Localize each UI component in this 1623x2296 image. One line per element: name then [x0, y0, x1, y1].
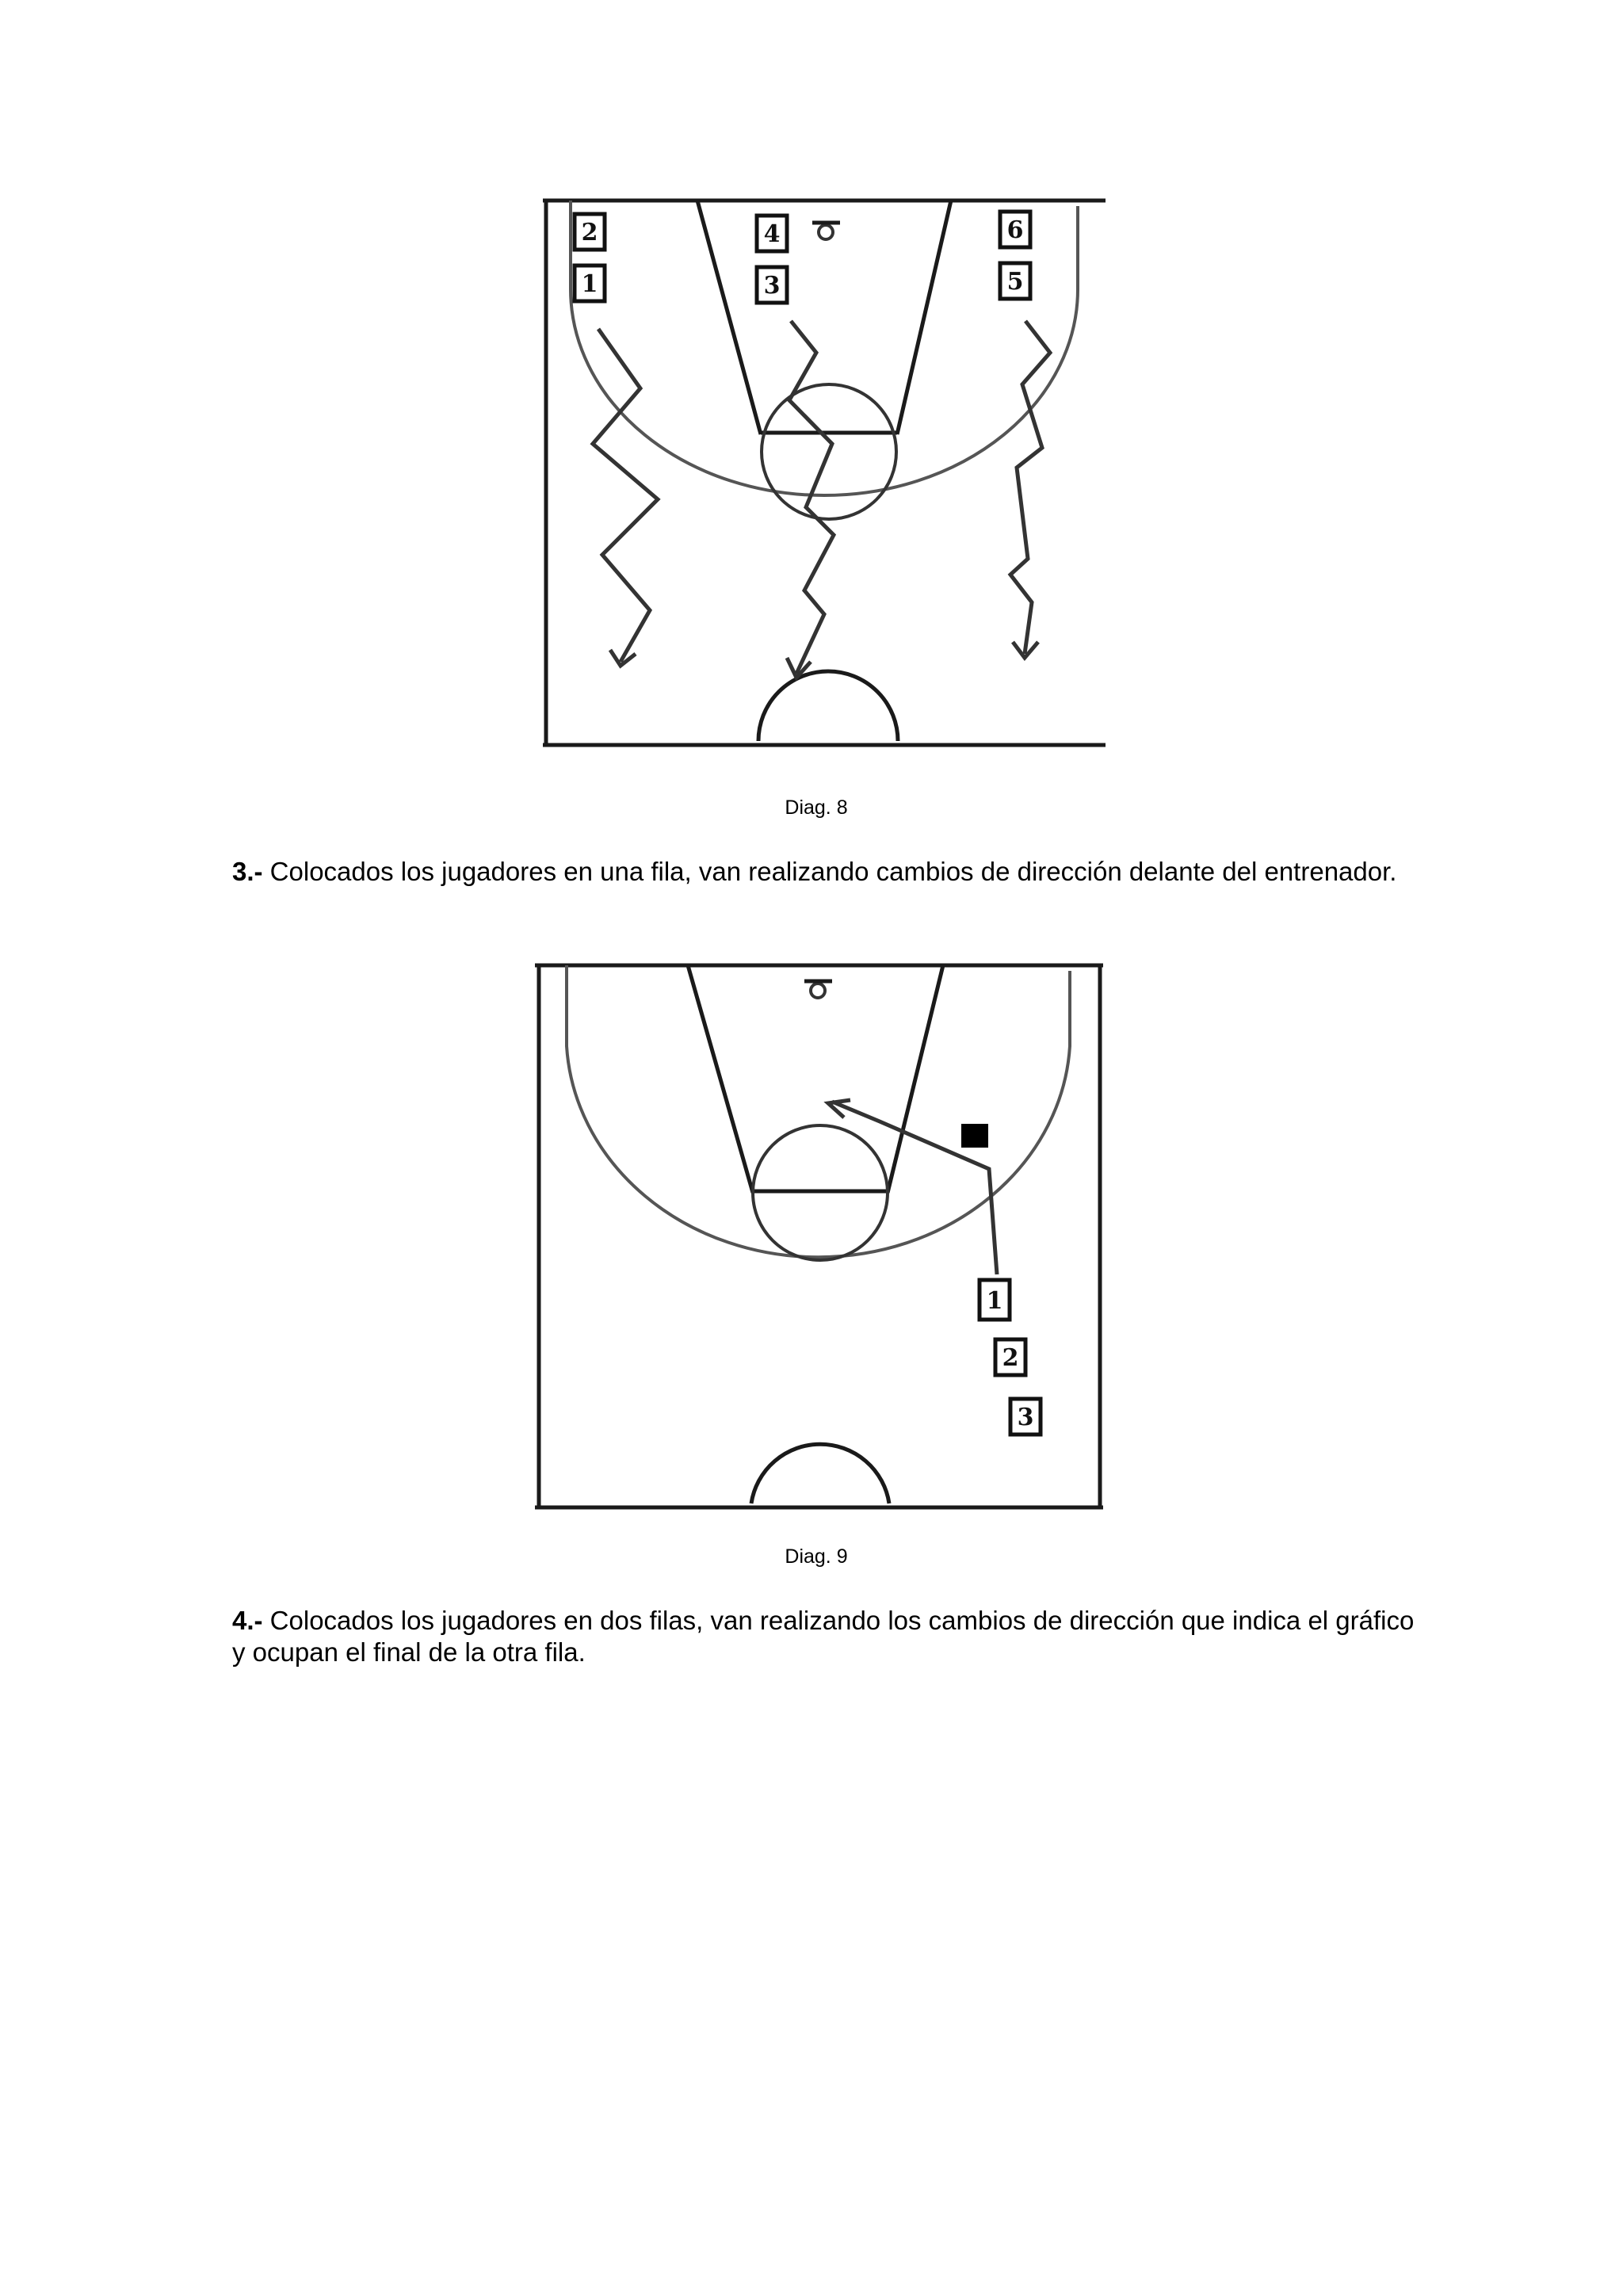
player-3 — [757, 267, 787, 303]
player-2 — [575, 214, 605, 250]
paragraph-3-number: 3.- — [232, 857, 263, 886]
svg-text:2: 2 — [581, 219, 598, 246]
paragraph-4-text: Colocados los jugadores en dos filas, van realizando los cambios de dirección que indica el gráfico y ocupan el final de la otra fila. — [232, 1606, 1415, 1667]
player-6 — [1000, 212, 1030, 247]
paragraph-3-text: Colocados los jugadores en una fila, van realizando cambios de dirección delante del entrenador. — [262, 857, 1397, 886]
basket — [819, 225, 833, 239]
caption-diag-8: Diag. 8 — [785, 797, 848, 819]
paragraph-4 — [232, 1605, 1421, 1668]
svg-text:5: 5 — [1006, 268, 1024, 296]
player-1 — [575, 266, 605, 301]
paragraph-4-number: 4.- — [232, 1606, 263, 1635]
svg-text:2: 2 — [1002, 1344, 1019, 1372]
svg-text:1: 1 — [581, 270, 598, 298]
key-left-line — [688, 965, 753, 1193]
key-right-line — [897, 201, 951, 434]
key-left-line — [697, 201, 761, 434]
center-circle — [758, 671, 898, 741]
svg-text:3: 3 — [763, 272, 781, 300]
path-player-1 — [593, 329, 658, 662]
diagram-9 — [531, 959, 1109, 1514]
svg-text:1: 1 — [986, 1287, 1003, 1315]
court-diagram-9 — [531, 959, 1109, 1514]
coach-marker — [961, 1124, 988, 1148]
player-3 — [1010, 1399, 1041, 1435]
key-right-line — [888, 965, 943, 1193]
court-diagram-8 — [539, 194, 1109, 749]
three-point-arc — [567, 965, 1070, 1257]
caption-diag-9: Diag. 9 — [785, 1545, 848, 1568]
path-player-3 — [789, 321, 834, 674]
svg-text:4: 4 — [763, 220, 781, 248]
basket — [811, 984, 825, 998]
diagram-8 — [539, 194, 1109, 749]
center-circle — [751, 1444, 889, 1503]
player-1 — [980, 1280, 1010, 1320]
player-5 — [1000, 263, 1030, 299]
player-2 — [995, 1339, 1025, 1375]
svg-text:6: 6 — [1006, 216, 1024, 244]
svg-text:3: 3 — [1017, 1404, 1034, 1431]
paragraph-3 — [232, 856, 1421, 888]
path-player-5 — [1010, 321, 1050, 654]
player-4 — [757, 216, 787, 251]
